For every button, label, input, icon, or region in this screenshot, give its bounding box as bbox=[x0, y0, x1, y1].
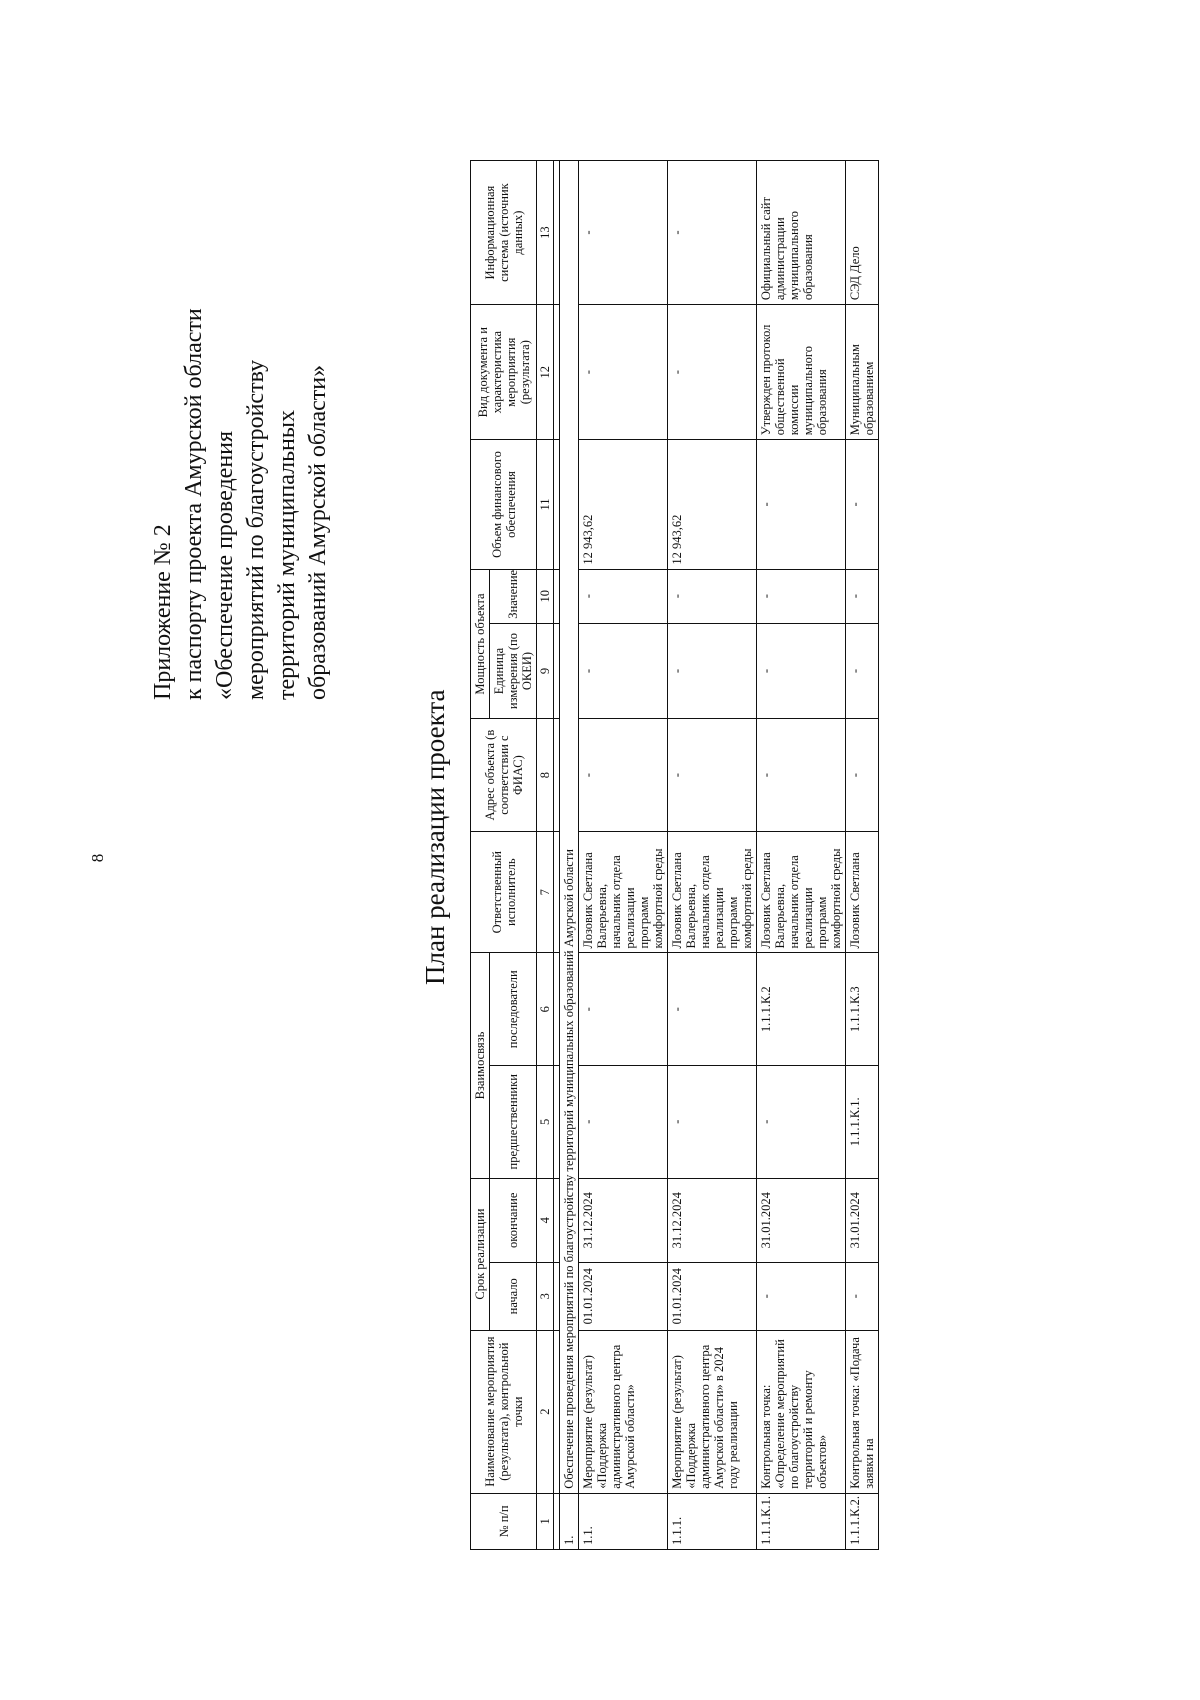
cell-start: - bbox=[757, 1263, 846, 1331]
plan-table bbox=[470, 160, 879, 1550]
cell-finance: 12 943,62 bbox=[668, 440, 757, 569]
cell-succ: 1.1.1.К.3 bbox=[846, 953, 879, 1066]
col-number: 9 bbox=[537, 623, 554, 719]
col-number: 7 bbox=[537, 831, 554, 953]
header-finance: Объем финансового обеспечения bbox=[471, 440, 537, 569]
appendix-line: территорий муниципальных bbox=[274, 409, 300, 700]
cell-responsible: Лозовик Светлана Валерьевна, начальник отдела реализации программ комфортной среды bbox=[579, 831, 668, 953]
header-term: Срок реализации bbox=[471, 1178, 490, 1330]
cell-finance: - bbox=[757, 440, 846, 569]
cell-name: Мероприятие (результат) «Поддержка административного центра Амурской области» bbox=[579, 1330, 668, 1493]
cell-name: Контрольная точка: «Определение мероприятий по благоустройству территорий и ремонту объектов» bbox=[757, 1330, 846, 1493]
appendix-line: образований Амурской области» bbox=[305, 364, 331, 700]
col-number: 5 bbox=[537, 1066, 554, 1179]
cell-unit: - bbox=[846, 623, 879, 719]
cell-start: 01.01.2024 bbox=[579, 1263, 668, 1331]
table-row bbox=[668, 161, 757, 1550]
cell-pred: 1.1.1.К.1. bbox=[846, 1066, 879, 1179]
cell-start: - bbox=[846, 1263, 879, 1331]
col-number: 1 bbox=[537, 1493, 554, 1549]
cell-unit: - bbox=[579, 623, 668, 719]
header-address: Адрес объекта (в соответствии с ФИАС) bbox=[471, 719, 537, 832]
cell-pred: - bbox=[668, 1066, 757, 1179]
cell-name: Контрольная точка: «Подача заявки на bbox=[846, 1330, 879, 1493]
plan-title: План реализации проекта bbox=[420, 689, 450, 985]
header-responsible: Ответственный исполнитель bbox=[471, 831, 537, 953]
col-number: 11 bbox=[537, 440, 554, 569]
cell-finance: 12 943,62 bbox=[579, 440, 668, 569]
cell-infosys: - bbox=[579, 161, 668, 305]
cell-address: - bbox=[668, 719, 757, 832]
col-number: 2 bbox=[537, 1330, 554, 1493]
cell-num: 1.1. bbox=[579, 1493, 668, 1549]
column-number-row bbox=[537, 161, 554, 1550]
cell-unit: - bbox=[668, 623, 757, 719]
cell-responsible: Лозовик Светлана Валерьевна, начальник отдела реализации программ комфортной среды bbox=[668, 831, 757, 953]
cell-end: 31.01.2024 bbox=[846, 1178, 879, 1262]
header-end: окончание bbox=[490, 1178, 537, 1262]
cell-succ: - bbox=[579, 953, 668, 1066]
header-value: Значение bbox=[490, 569, 537, 623]
cell-start: 01.01.2024 bbox=[668, 1263, 757, 1331]
table-row bbox=[757, 161, 846, 1550]
cell-end: 31.12.2024 bbox=[579, 1178, 668, 1262]
header-succ: последователи bbox=[490, 953, 537, 1066]
cell-doc: Муниципальным образованием bbox=[846, 305, 879, 440]
cell-value: - bbox=[757, 569, 846, 623]
cell-end: 31.01.2024 bbox=[757, 1178, 846, 1262]
col-number: 13 bbox=[537, 161, 554, 305]
cell-infosys: - bbox=[668, 161, 757, 305]
cell-responsible: Лозовик Светлана Валерьевна, начальник отдела реализации программ комфортной среды bbox=[757, 831, 846, 953]
cell-num: 1.1.1.К.2. bbox=[846, 1493, 879, 1549]
cell-value: - bbox=[846, 569, 879, 623]
appendix-line: мероприятий по благоустройству bbox=[243, 359, 269, 700]
cell-pred: - bbox=[579, 1066, 668, 1179]
cell-infosys: Официальный сайт администрации муниципального образования bbox=[757, 161, 846, 305]
rotated-sheet bbox=[0, 160, 1090, 1700]
cell-responsible: Лозовик Светлана bbox=[846, 831, 879, 953]
cell-succ: 1.1.1.К.2 bbox=[757, 953, 846, 1066]
cell-doc: - bbox=[668, 305, 757, 440]
cell-value: - bbox=[579, 569, 668, 623]
cell-end: 31.12.2024 bbox=[668, 1178, 757, 1262]
header-name: Наименование мероприятия (результата), контрольной точки bbox=[471, 1330, 537, 1493]
col-number: 10 bbox=[537, 569, 554, 623]
cell-num: 1.1.1. bbox=[668, 1493, 757, 1549]
header-start: начало bbox=[490, 1263, 537, 1331]
cell-finance: - bbox=[846, 440, 879, 569]
header-relation: Взаимосвязь bbox=[471, 953, 490, 1178]
appendix-line: «Обеспечение проведения bbox=[212, 430, 238, 700]
section-row bbox=[560, 161, 579, 1550]
header-capacity: Мощность объекта bbox=[471, 569, 490, 719]
appendix-line: к паспорту проекта Амурской области bbox=[181, 308, 207, 700]
cell-name: Мероприятие (результат) «Поддержка административного центра Амурской области» в 2024 году реализации bbox=[668, 1330, 757, 1493]
col-number: 12 bbox=[537, 305, 554, 440]
cell-doc: - bbox=[579, 305, 668, 440]
header-pred: предшественники bbox=[490, 1066, 537, 1179]
cell-address: - bbox=[757, 719, 846, 832]
cell-infosys: СЭД Дело bbox=[846, 161, 879, 305]
header-num: № п/п bbox=[471, 1493, 537, 1549]
section-num: 1. bbox=[560, 1493, 579, 1549]
page-number: 8 bbox=[88, 853, 107, 863]
table-row bbox=[846, 161, 879, 1550]
col-number: 6 bbox=[537, 953, 554, 1066]
cell-doc: Утвержден протокол общественной комиссии муниципального образования bbox=[757, 305, 846, 440]
header-unit: Единица измерения (по ОКЕИ) bbox=[490, 623, 537, 719]
cell-num: 1.1.1.К.1. bbox=[757, 1493, 846, 1549]
cell-address: - bbox=[846, 719, 879, 832]
appendix-block bbox=[148, 270, 334, 700]
header-doc: Вид документа и характеристика мероприятия (результата) bbox=[471, 305, 537, 440]
col-number: 4 bbox=[537, 1178, 554, 1262]
table-row bbox=[579, 161, 668, 1550]
cell-pred: - bbox=[757, 1066, 846, 1179]
appendix-line: Приложение № 2 bbox=[150, 524, 176, 700]
cell-unit: - bbox=[757, 623, 846, 719]
section-text: Обеспечение проведения мероприятий по благоустройству территорий муниципальных образований Амурской области bbox=[560, 161, 579, 1494]
col-number: 8 bbox=[537, 719, 554, 832]
cell-succ: - bbox=[668, 953, 757, 1066]
header-infosys: Информационная система (источник данных) bbox=[471, 161, 537, 305]
cell-address: - bbox=[579, 719, 668, 832]
col-number: 3 bbox=[537, 1263, 554, 1331]
cell-value: - bbox=[668, 569, 757, 623]
